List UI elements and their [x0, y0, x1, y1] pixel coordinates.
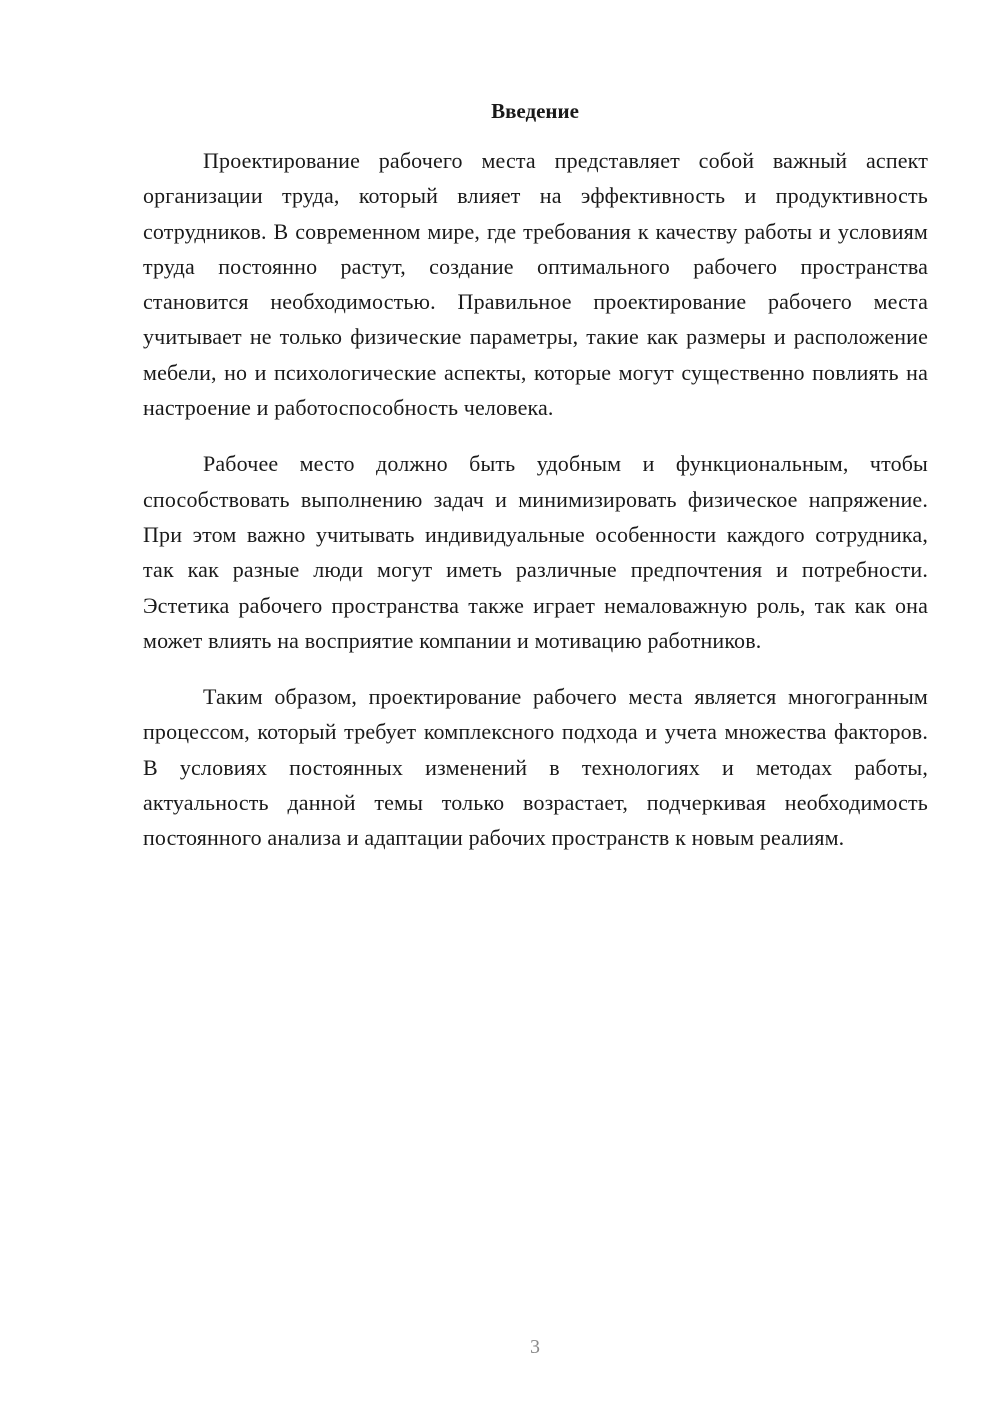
- section-heading: Введение: [491, 99, 579, 123]
- paragraph: Проектирование рабочего места представляет собой важный аспект организации труда, который влияет на эффективность и продуктивность сотрудников. В современном мире, где требования к качеству работы и условиям труда постоянно растут, создание оптимального рабочего пространства становится необходимостью. Правильное проектирование рабочего места учитывает не только физические параметры, такие как размеры и расположение мебели, но и психологические аспекты, которые могут существенно повлиять на настроение и работоспособность человека.: [143, 148, 928, 421]
- paragraph: Таким образом, проектирование рабочего места является многогранным процессом, который требует комплексного подхода и учета множества факторов. В условиях постоянных изменений в технологиях и методах работы, актуальность данной темы только возрастает, подчеркивая необходимость постоянного анализа и адаптации рабочих пространств к новым реалиям.: [143, 684, 928, 851]
- paragraph: Рабочее место должно быть удобным и функциональным, чтобы способствовать выполнению задач и минимизировать физическое напряжение. При этом важно учитывать индивидуальные особенности каждого сотрудника, так как разные люди могут иметь различные предпочтения и потребности. Эстетика рабочего пространства также играет немаловажную роль, так как она может влиять на восприятие компании и мотивацию работников.: [143, 451, 928, 653]
- page-number: 3: [530, 1336, 540, 1358]
- body-text: [143, 143, 928, 877]
